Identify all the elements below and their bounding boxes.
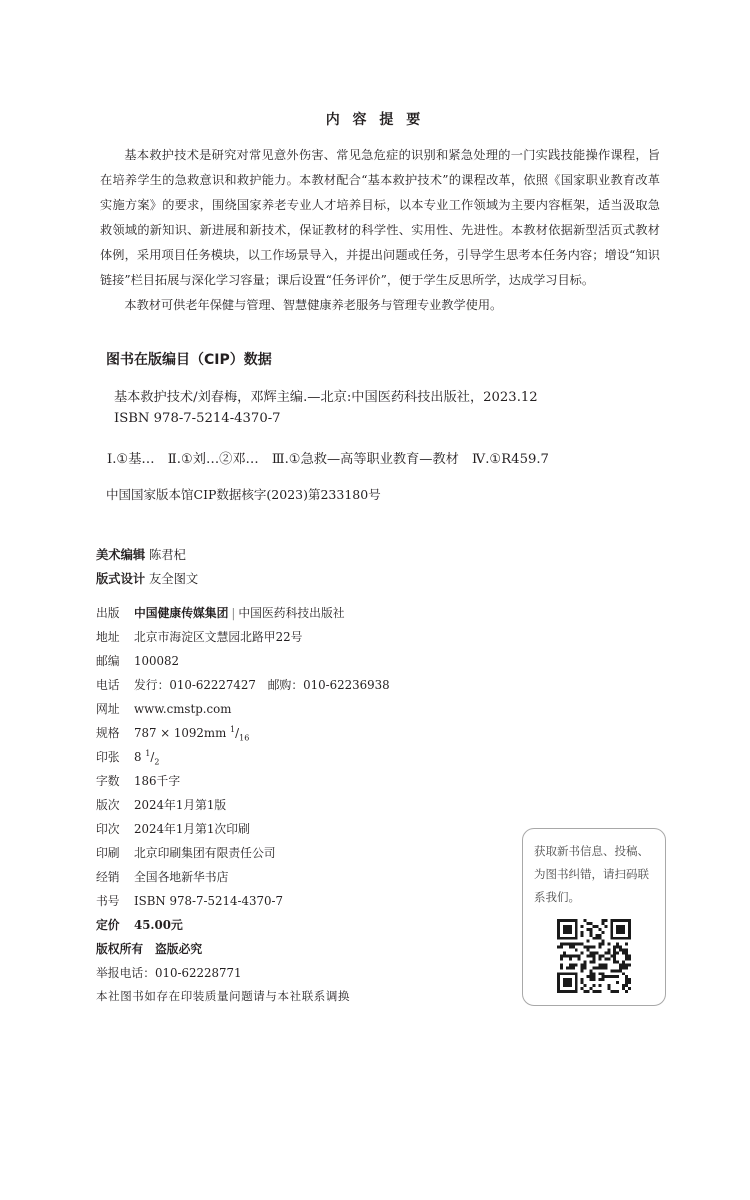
info-value: 8 — [134, 750, 142, 764]
info-publisher — [96, 604, 345, 621]
info-format: 规格 787 × 1092mm $^1/_{16}$ — [96, 725, 250, 743]
qr-note: 获取新书信息、投稿、为图书纠错，请扫码联系我们。 — [534, 844, 649, 904]
credit-label: 版式设计 — [96, 572, 146, 586]
info-value: 北京市海淀区文慧园北路甲22号 — [134, 630, 303, 644]
info-label: 网址 — [96, 702, 120, 716]
credit-art-editor — [96, 545, 186, 563]
info-words — [96, 772, 180, 789]
publisher-divider: | — [231, 606, 236, 620]
info-value: 186千字 — [134, 774, 181, 788]
credit-value: 陈君杞 — [149, 548, 186, 562]
credit-value: 友全图文 — [149, 572, 199, 586]
info-value: 2024年1月第1版 — [134, 798, 227, 812]
info-phone — [96, 676, 390, 693]
info-book-number — [96, 892, 283, 909]
report-phone: 举报电话：010-62228771 — [96, 966, 242, 980]
qr-contact-box — [522, 828, 666, 1006]
credit-label: 美术编辑 — [96, 548, 146, 562]
copyright-notice: 版权所有 盗版必究 — [96, 942, 203, 956]
info-value: 发行：010-62227427 邮购：010-62236938 — [134, 678, 390, 692]
info-label: 邮编 — [96, 654, 120, 668]
info-label: 定价 — [96, 918, 120, 932]
info-value: www.cmstp.com — [134, 702, 232, 716]
publisher-name: 中国医药科技出版社 — [238, 606, 345, 620]
info-label: 规格 — [96, 726, 120, 740]
fraction-numerator: 1 — [230, 725, 236, 735]
fraction-numerator: 1 — [145, 749, 151, 759]
info-label: 经销 — [96, 870, 120, 884]
cip-record-number: 中国国家版本馆CIP数据核字(2023)第233180号 — [106, 487, 381, 502]
summary-title: 内 容 提 要 — [325, 112, 425, 128]
info-value: 2024年1月第1次印刷 — [134, 822, 250, 836]
info-value: 787 × 1092mm — [134, 726, 227, 740]
summary-paragraph: 本教材可供老年保健与管理、智慧健康养老服务与管理专业教学使用。 — [124, 298, 503, 312]
info-label: 版次 — [96, 798, 120, 812]
info-label: 印张 — [96, 750, 120, 764]
info-label: 印次 — [96, 822, 120, 836]
info-label: 出版 — [96, 606, 120, 620]
fraction-denominator: 16 — [239, 733, 250, 743]
info-label: 字数 — [96, 774, 120, 788]
info-value: 45.00元 — [134, 918, 183, 932]
cip-heading: 图书在版编目（CIP）数据 — [106, 352, 272, 368]
info-sheets: 印张 8 $^1/_2$ — [96, 749, 160, 767]
cip-classification: Ⅰ.①基… Ⅱ.①刘…②邓… Ⅲ.①急救—高等职业教育—教材 Ⅳ.①R459.7 — [107, 452, 549, 467]
info-value: 全国各地新华书店 — [134, 870, 229, 884]
qr-code-icon — [557, 919, 631, 993]
info-printer — [96, 844, 276, 861]
info-edition — [96, 796, 226, 813]
fraction-denominator: 2 — [154, 757, 160, 767]
cip-isbn: ISBN 978-7-5214-4370-7 — [114, 411, 281, 426]
info-printing — [96, 820, 250, 837]
cip-title-line: 基本救护技术/刘春梅，邓辉主编.—北京:中国医药科技出版社，2023.12 — [114, 390, 538, 405]
info-value: 100082 — [134, 654, 180, 668]
quality-notice: 本社图书如存在印装质量问题请与本社联系调换 — [96, 989, 351, 1003]
publisher-group: 中国健康传媒集团 — [134, 606, 229, 620]
info-value: 北京印刷集团有限责任公司 — [134, 846, 276, 860]
info-label: 电话 — [96, 678, 120, 692]
summary-paragraph: 基本救护技术是研究对常见意外伤害、常见急危症的识别和紧急处理的一门实践技能操作课程，旨在培养学生的急救意识和救护能力。本教材配合“基本救护技术”的课程改革，依照《国家职业教育改革实施方案》的要求，围绕国家养老专业人才培养目标，以本专业工作领域为主要内容框架，适当汲取急救领域的新知识、新进展和新技术，保证教材的科学性、实用性、先进性。本教材依据新型活页式教材体例，采用项目任务模块，以工作场景导入，并提出问题或任务，引导学生思考本任务内容；增设“知识链接”栏目拓展与深化学习容量；课后设置“任务评价”，便于学生反思所学，达成学习目标。 — [100, 148, 660, 287]
info-label: 印刷 — [96, 846, 120, 860]
summary-body — [100, 143, 660, 318]
info-address — [96, 628, 302, 645]
info-website — [96, 700, 231, 717]
info-price — [96, 916, 183, 933]
info-distributor — [96, 868, 228, 885]
info-value: ISBN 978-7-5214-4370-7 — [134, 894, 283, 908]
info-label: 书号 — [96, 894, 120, 908]
credit-layout-design — [96, 569, 198, 587]
info-postcode — [96, 652, 179, 669]
info-label: 地址 — [96, 630, 120, 644]
